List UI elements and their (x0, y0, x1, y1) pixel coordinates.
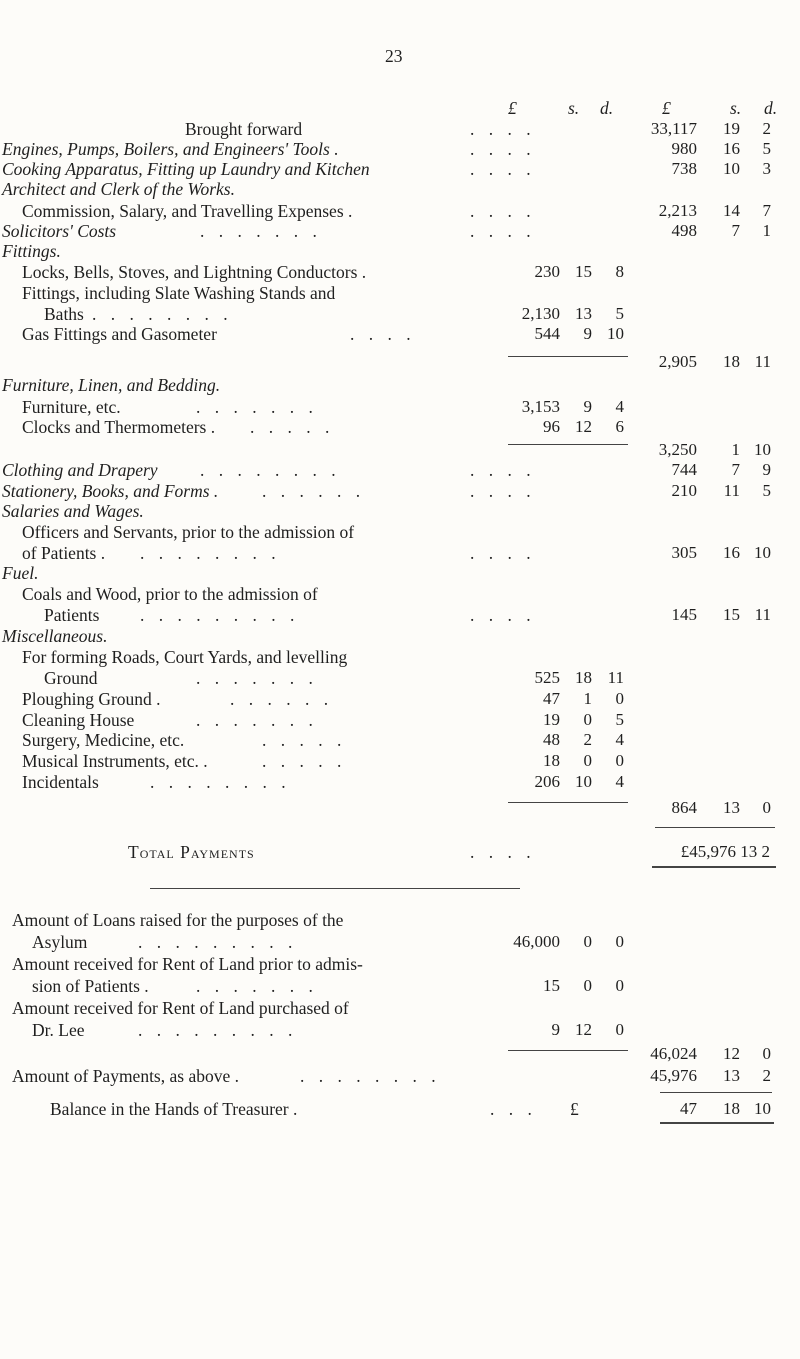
leader-dots: . . . . . . . . . (140, 605, 300, 625)
amount-pence: 6 (615, 417, 624, 436)
item-label: Amount of Loans raised for the purposes of the (12, 910, 344, 930)
amount-shillings: 12 (575, 417, 592, 436)
amount-pence: 0 (615, 751, 624, 770)
total-pence: 0 (762, 1044, 771, 1063)
leader-dots: . . . . . . . (196, 976, 318, 996)
item-label: Amount received for Rent of Land prior to admis- (12, 954, 363, 974)
total-pence: 11 (754, 352, 771, 371)
row-label: Cooking Apparatus, Fitting up Laundry and Kitchen (2, 159, 370, 179)
amount-pence: 0 (615, 932, 624, 951)
item-label: Surgery, Medicine, etc. (22, 730, 185, 750)
amount-pence: 10 (607, 324, 624, 343)
amount-pounds: 9 (551, 1020, 560, 1039)
leader-dots: . . . . . . . (200, 221, 322, 241)
row-label: Solicitors' Costs (2, 221, 117, 241)
amount-pounds: 15 (543, 976, 560, 995)
balance-rule (660, 1092, 772, 1093)
leader-dots-2: . . . . (470, 543, 536, 563)
subtotal-rule (508, 444, 628, 445)
leader-dots-2: . . . . (470, 605, 536, 625)
total-pounds: 47 (680, 1099, 697, 1118)
amount-pounds: 525 (534, 668, 560, 687)
item-label: Amount received for Rent of Land purchased of (12, 998, 349, 1018)
amount-pounds: 2,130 (521, 304, 560, 323)
total-pounds: 980 (671, 139, 697, 158)
amount-shillings: 2 (583, 730, 592, 749)
balance-label: Balance in the Hands of Treasurer . (50, 1099, 298, 1119)
amount-pounds: 3,153 (521, 397, 560, 416)
inner-pence-header: d. (600, 98, 614, 118)
section-heading: Miscellaneous. (2, 626, 108, 646)
section-divider (150, 888, 520, 889)
item-label: Incidentals (22, 772, 99, 792)
item-label: Officers and Servants, prior to the admission of (22, 522, 355, 542)
leader-dots: . . . . (470, 842, 536, 862)
total-pounds: 145 (671, 605, 697, 624)
total-shillings: 13 (723, 798, 740, 817)
total-pounds: 864 (671, 798, 697, 817)
leader-dots: . . . . (470, 201, 536, 221)
subtotal-rule (508, 802, 628, 803)
item-label: Locks, Bells, Stoves, and Lightning Conductors . (22, 262, 367, 282)
outer-pence-header: d. (764, 98, 778, 118)
section-heading: Fittings. (2, 241, 61, 261)
currency-symbol: £ (570, 1099, 579, 1119)
leader-dots: . . . . . . . . (300, 1066, 441, 1086)
total-pounds: 2,905 (658, 352, 697, 371)
total-pence: 10 (754, 543, 771, 562)
total-pence: 5 (762, 481, 771, 500)
total-pounds: 46,024 (650, 1044, 697, 1063)
item-label-continued: Ground (44, 668, 98, 688)
inner-pounds-header: £ (508, 98, 517, 118)
payments-label: Amount of Payments, as above . (12, 1066, 239, 1086)
total-shillings: 13 (723, 1066, 740, 1085)
total-value: £45,976 13 2 (680, 842, 770, 861)
amount-shillings: 18 (575, 668, 592, 687)
amount-shillings: 9 (583, 397, 592, 416)
leader-dots: . . . . (350, 324, 416, 344)
row-label: Engines, Pumps, Boilers, and Engineers' Tools . (2, 139, 339, 159)
amount-pounds: 48 (543, 730, 560, 749)
total-shillings: 7 (731, 221, 740, 240)
item-label: Coals and Wood, prior to the admission of (22, 584, 318, 604)
leader-dots: . . . . (470, 159, 536, 179)
amount-pounds: 18 (543, 751, 560, 770)
total-shillings: 7 (731, 460, 740, 479)
total-pounds: 210 (671, 481, 697, 500)
amount-pence: 4 (615, 397, 624, 416)
amount-shillings: 0 (583, 751, 592, 770)
total-pounds: 305 (671, 543, 697, 562)
total-shillings: 11 (723, 481, 740, 500)
amount-pence: 0 (615, 689, 624, 708)
amount-shillings: 0 (583, 710, 592, 729)
outer-shillings-header: s. (730, 98, 742, 118)
total-shillings: 16 (723, 139, 740, 158)
leader-dots: . . . . . . . . (140, 543, 281, 563)
total-shillings: 18 (723, 1099, 740, 1118)
leader-dots: . . . . . . . . (92, 304, 233, 324)
amount-shillings: 0 (583, 976, 592, 995)
total-shillings: 12 (723, 1044, 740, 1063)
total-pence: 0 (762, 798, 771, 817)
section-heading: Fuel. (2, 563, 39, 583)
total-pence: 1 (762, 221, 771, 240)
amount-shillings: 15 (575, 262, 592, 281)
leader-dots: . . . . . (262, 730, 347, 750)
amount-pence: 4 (615, 772, 624, 791)
leader-dots: . . . . . . . (196, 397, 318, 417)
total-pence: 2 (762, 1066, 771, 1085)
leader-dots: . . . . . . . . . (138, 932, 298, 952)
total-pence: 3 (762, 159, 771, 178)
item-label-continued: sion of Patients . (32, 976, 149, 996)
total-label: Total Payments (128, 842, 255, 862)
leader-dots: . . . . . . . . (200, 460, 341, 480)
leader-dots: . . . (490, 1099, 537, 1119)
item-label: Ploughing Ground . (22, 689, 161, 709)
total-pounds: 33,117 (650, 119, 697, 138)
amount-pence: 8 (615, 262, 624, 281)
amount-pence: 5 (615, 304, 624, 323)
row-label-continued: Architect and Clerk of the Works. (2, 179, 235, 199)
balance-rule-double (660, 1122, 774, 1124)
total-pence: 7 (762, 201, 771, 220)
amount-pence: 0 (615, 976, 624, 995)
leader-dots-2: . . . . (470, 460, 536, 480)
total-pounds: 744 (671, 460, 697, 479)
row-label: Clothing and Drapery (2, 460, 158, 480)
total-rule-double (652, 866, 776, 868)
leader-dots-2: . . . . (470, 481, 536, 501)
total-shillings: 1 (731, 440, 740, 459)
leader-dots: . . . . (470, 139, 536, 159)
subtotal-rule (508, 356, 628, 357)
amount-pounds: 544 (534, 324, 560, 343)
leader-dots: . . . . . . . . . (138, 1020, 298, 1040)
item-label: Musical Instruments, etc. . (22, 751, 208, 771)
amount-shillings: 0 (583, 932, 592, 951)
item-label: Clocks and Thermometers . (22, 417, 216, 437)
total-pence: 9 (762, 460, 771, 479)
item-label: For forming Roads, Court Yards, and levelling (22, 647, 348, 667)
row-label: Stationery, Books, and Forms . (2, 481, 219, 501)
amount-pence: 5 (615, 710, 624, 729)
leader-dots: . . . . . . (262, 481, 366, 501)
total-shillings: 14 (723, 201, 740, 220)
amount-shillings: 1 (583, 689, 592, 708)
amount-pence: 0 (615, 1020, 624, 1039)
item-label: Furniture, etc. (22, 397, 121, 417)
inner-shillings-header: s. (568, 98, 580, 118)
leader-dots: . . . . . . . . (150, 772, 291, 792)
amount-pounds: 19 (543, 710, 560, 729)
total-pounds: 3,250 (658, 440, 697, 459)
item-label-continued: Asylum (32, 932, 88, 952)
total-pounds: 2,213 (658, 201, 697, 220)
amount-shillings: 10 (575, 772, 592, 791)
amount-pounds: 206 (534, 772, 560, 791)
outer-pounds-header: £ (662, 98, 671, 118)
item-label-continued: of Patients . (22, 543, 106, 563)
amount-pence: 11 (607, 668, 624, 687)
amount-pence: 4 (615, 730, 624, 749)
amount-shillings: 9 (583, 324, 592, 343)
amount-shillings: 12 (575, 1020, 592, 1039)
section-heading: Salaries and Wages. (2, 501, 144, 521)
leader-dots: . . . . (470, 119, 536, 139)
amount-pounds: 47 (543, 689, 560, 708)
total-shillings: 15 (723, 605, 740, 624)
leader-dots: . . . . . . . (196, 710, 318, 730)
item-label-continued: Dr. Lee (32, 1020, 85, 1040)
total-pounds: 738 (671, 159, 697, 178)
total-pounds: 45,976 (650, 1066, 697, 1085)
total-pence: 5 (762, 139, 771, 158)
total-shillings: 18 (723, 352, 740, 371)
section-heading: Furniture, Linen, and Bedding. (2, 375, 221, 395)
total-pence: 2 (762, 119, 771, 138)
leader-dots: . . . . . . (230, 689, 334, 709)
subtotal-rule (508, 1050, 628, 1051)
amount-shillings: 13 (575, 304, 592, 323)
item-label: Fittings, including Slate Washing Stands and (22, 283, 336, 303)
total-pence: 10 (754, 1099, 771, 1118)
row-label: Brought forward (185, 119, 303, 139)
row-label: Commission, Salary, and Travelling Expenses . (22, 201, 353, 221)
total-rule-top (655, 827, 775, 828)
total-pence: 11 (754, 605, 771, 624)
page-number: 23 (385, 46, 403, 66)
total-pence: 10 (754, 440, 771, 459)
item-label-continued: Baths (44, 304, 84, 324)
total-shillings: 19 (723, 119, 740, 138)
leader-dots-2: . . . . (470, 221, 536, 241)
leader-dots: . . . . . (250, 417, 335, 437)
item-label-continued: Patients (44, 605, 100, 625)
amount-pounds: 230 (534, 262, 560, 281)
leader-dots: . . . . . (262, 751, 347, 771)
total-shillings: 16 (723, 543, 740, 562)
item-label: Gas Fittings and Gasometer (22, 324, 217, 344)
total-pounds: 498 (671, 221, 697, 240)
item-label: Cleaning House (22, 710, 135, 730)
leader-dots: . . . . . . . (196, 668, 318, 688)
amount-pounds: 96 (543, 417, 560, 436)
amount-pounds: 46,000 (513, 932, 560, 951)
total-shillings: 10 (723, 159, 740, 178)
